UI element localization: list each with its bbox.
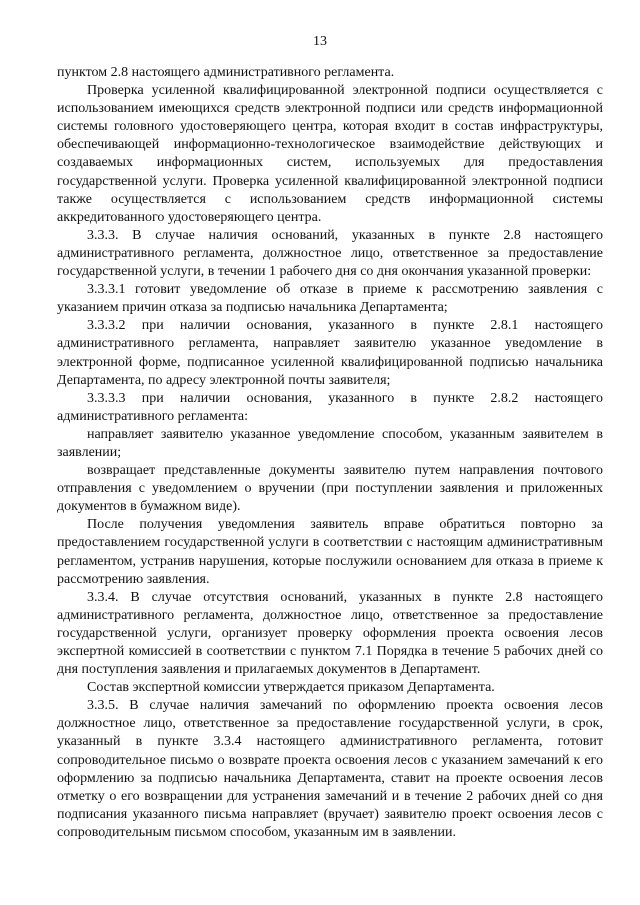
paragraph-signature-check: Проверка усиленной квалифицированной электронной подписи осуществляется с использованием имеющихся средств электронной подписи или средств информационной системы головного удостоверяющего центра, которая входит в состав инфраструктуры, обеспечивающей информационно-технологическое взаимодействие действующих и создаваемых информационных систем, используемых для предоставления государственной услуги. Проверка усиленной квалифицированной электронной подписи также осуществляется с использованием средств информационной системы аккредитованного удостоверяющего центра. <box>57 83 603 225</box>
paragraph-3-3-3-3: 3.3.3.3 при наличии основания, указанного в пункте 2.8.2 настоящего административного регламента: <box>57 390 603 424</box>
document-body <box>57 64 603 842</box>
paragraph-reapply: После получения уведомления заявитель вправе обратиться повторно за предоставлением государственной услуги в соответствии с настоящим административным регламентом, устранив нарушения, которые послужили основанием для отказа в приеме к рассмотрению заявления. <box>57 517 603 587</box>
page-number: 13 <box>313 34 327 49</box>
paragraph-commission: Состав экспертной комиссии утверждается приказом Департамента. <box>87 680 495 696</box>
paragraph-3-3-3: 3.3.3. В случае наличия оснований, указанных в пункте 2.8 настоящего административного регламента, должностное лицо, ответственное за предоставление государственной услуги, в течении 1 рабочего дня со дня окончания указанной проверки: <box>57 227 603 280</box>
paragraph-3-3-3-1: 3.3.3.1 готовит уведомление об отказе в приеме к рассмотрению заявления с указанием причин отказа за подписью начальника Департамента; <box>57 282 603 316</box>
paragraph-3-3-3-2: 3.3.3.2 при наличии основания, указанного в пункте 2.8.1 настоящего административного регламента, направляет заявителю указанное уведомление в электронной форме, подписанное усиленной квалифицированной подписью начальника Департамента, по адресу электронной почты заявителя; <box>57 318 603 388</box>
paragraph-3-3-4: 3.3.4. В случае отсутствия оснований, указанных в пункте 2.8 настоящего административного регламента, должностное лицо, ответственное за предоставление государственной услуги, организует проверку оформления проекта освоения лесов экспертной комиссией в соответствии с пунктом 7.1 Порядка в течение 5 рабочих дней со дня поступления заявления и прилагаемых документов в Департамент. <box>57 589 603 678</box>
paragraph-3-3-5: 3.3.5. В случае наличия замечаний по оформлению проекта освоения лесов должностное лицо, ответственное за предоставление государственной услуги, в срок, указанный в пункте 3.3.4 настоящего административного регламента, готовит сопроводительное письмо о возврате проекта освоения лесов с указанием замечаний к его оформлению за подписью начальника Департамента, ставит на проекте освоения лесов отметку о его возвращении для устранения замечаний и в течение 2 рабочих дней со дня подписания указанного письма направляет (вручает) заявителю проект освоения лесов с сопроводительным письмом способом, указанным им в заявлении. <box>57 698 603 840</box>
paragraph-continuation: пунктом 2.8 настоящего административного регламента. <box>57 65 395 80</box>
paragraph-return-documents: возвращает представленные документы заявителю путем направления почтового отправления с уведомлением о вручении (при поступлении заявления и приложенных документов в бумажном виде). <box>57 463 603 515</box>
paragraph-send-notice: направляет заявителю указанное уведомление способом, указанным заявителем в заявлении; <box>57 426 603 460</box>
